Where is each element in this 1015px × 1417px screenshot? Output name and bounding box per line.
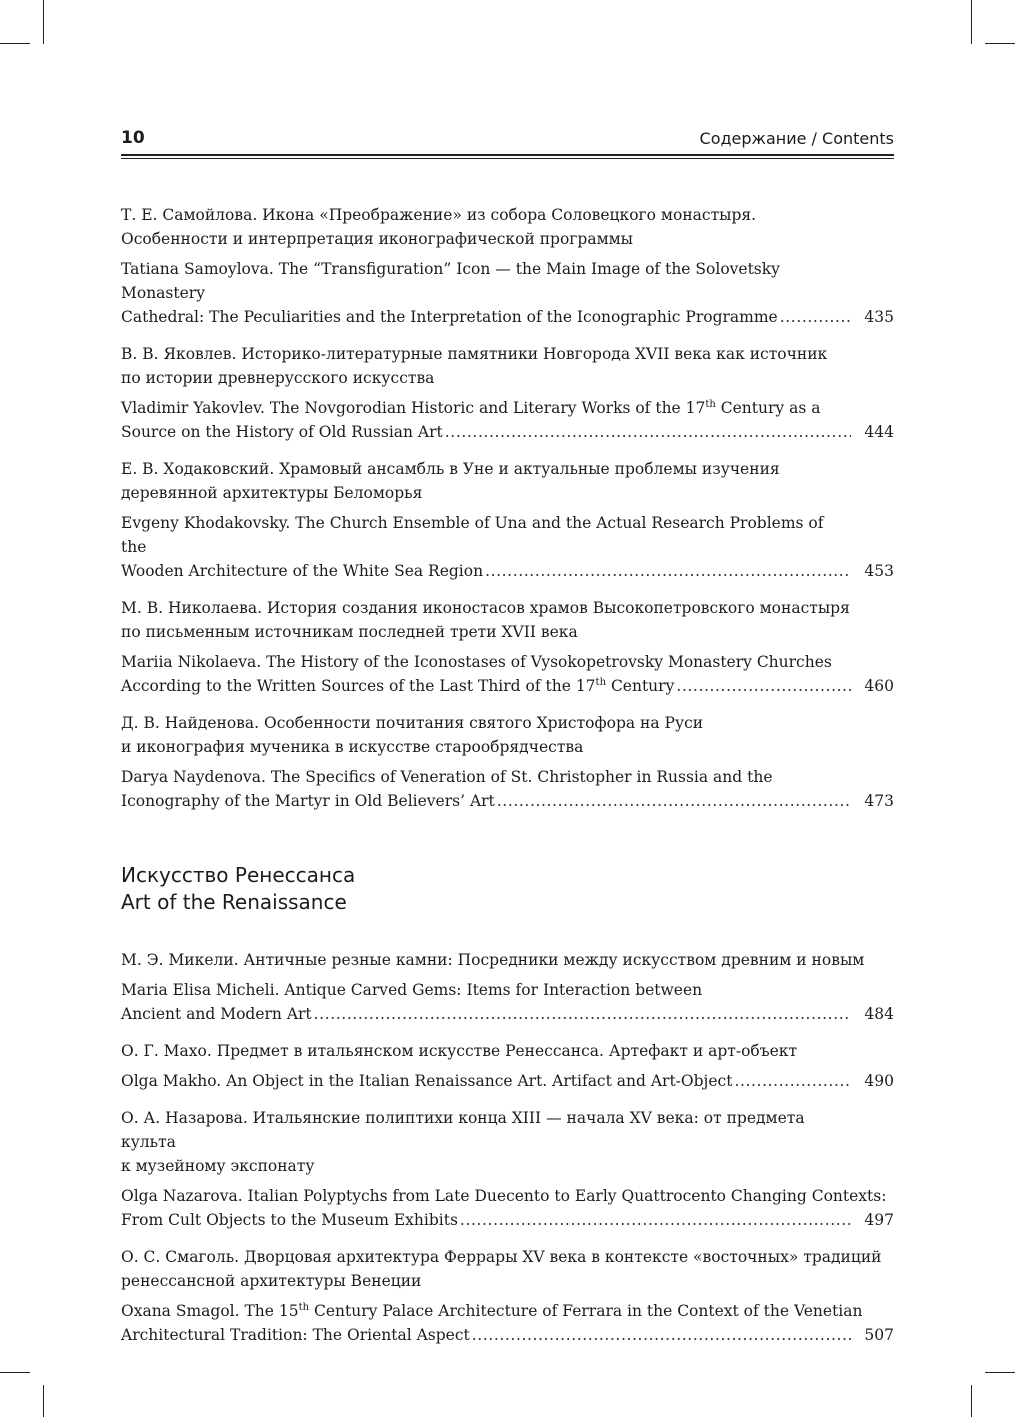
- ru-line: Особенности и интерпретация иконографической программы: [121, 230, 634, 248]
- entry-title-ru: [121, 1039, 861, 1063]
- running-title: Содержание / Contents: [699, 129, 894, 148]
- entry-title-ru: [121, 457, 861, 505]
- crop-mark: [971, 0, 972, 44]
- en-line: Ancient and Modern Art: [121, 1005, 312, 1023]
- entry-title-ru: [121, 1245, 894, 1293]
- ru-line: и иконография мученика в искусстве старообрядчества: [121, 738, 584, 756]
- en-line: Mariia Nikolaeva. The History of the Iconostases of Vysokopetrovsky Monastery Churches: [121, 653, 832, 671]
- toc-entry[interactable]: [121, 1245, 894, 1347]
- leader-dots: [314, 1002, 851, 1026]
- ru-line: О. Г. Махо. Предмет в итальянском искусстве Ренессанса. Артефакт и арт-объект: [121, 1042, 798, 1060]
- toc-entry[interactable]: [121, 342, 894, 444]
- toc-entry[interactable]: [121, 948, 894, 1026]
- header-rule-thin: [121, 158, 894, 159]
- entry-title-en: [121, 396, 894, 444]
- en-line: Tatiana Samoylova. The “Transfiguration” Icon — the Main Image of the Solovetsky Monastery: [121, 260, 780, 302]
- entry-title-ru: [121, 711, 861, 759]
- ru-line: В. В. Яковлев. Историко-литературные памятники Новгорода XVII века как источник: [121, 345, 828, 363]
- entry-title-en: [121, 257, 894, 329]
- en-line: Cathedral: The Peculiarities and the Interpretation of the Iconographic Programme: [121, 308, 778, 326]
- en-line: Wooden Architecture of the White Sea Region: [121, 562, 484, 580]
- ru-line: Д. В. Найденова. Особенности почитания святого Христофора на Руси: [121, 714, 704, 732]
- section-heading: [121, 862, 894, 916]
- crop-mark: [985, 43, 1015, 44]
- page-ref[interactable]: 497: [864, 1211, 894, 1229]
- leader-dots: [485, 559, 851, 583]
- leader-dots: [734, 1069, 851, 1093]
- toc-entry[interactable]: [121, 1039, 894, 1093]
- leader-dots: [472, 1323, 851, 1347]
- entry-title-ru: [121, 342, 861, 390]
- entry-title-en: [121, 650, 894, 698]
- entry-title-en: [121, 978, 894, 1026]
- en-line: According to the Written Sources of the Last Third of the 17th Century: [121, 676, 675, 695]
- page-ref[interactable]: 473: [864, 792, 894, 810]
- leader-dots: [497, 789, 851, 813]
- toc-entry[interactable]: [121, 1106, 894, 1232]
- en-line: Maria Elisa Micheli. Antique Carved Gems: Items for Interaction between: [121, 981, 703, 999]
- toc-entry[interactable]: [121, 596, 894, 698]
- ru-line: Е. В. Ходаковский. Храмовый ансамбль в Уне и актуальные проблемы изучения: [121, 460, 780, 478]
- entry-title-ru: [121, 596, 861, 644]
- ru-line: М. Э. Микели. Античные резные камни: Посредники между искусством древним и новым: [121, 951, 865, 969]
- running-header: [121, 128, 894, 156]
- crop-mark: [43, 1385, 44, 1417]
- toc-entry[interactable]: [121, 203, 894, 329]
- en-line: Vladimir Yakovlev. The Novgorodian Historic and Literary Works of the 17th Century as a: [121, 398, 821, 417]
- leader-dots: [676, 674, 851, 698]
- page-ref[interactable]: 435: [864, 308, 894, 326]
- ru-line: по письменным источникам последней трети XVII века: [121, 623, 578, 641]
- ru-line: О. А. Назарова. Итальянские полиптихи конца XIII — начала XV века: от предмета культа: [121, 1109, 805, 1151]
- page-ref[interactable]: 453: [864, 562, 894, 580]
- en-line: Darya Naydenova. The Specifics of Veneration of St. Christopher in Russia and the: [121, 768, 773, 786]
- en-line: Olga Makho. An Object in the Italian Renaissance Art. Artifact and Art-Object: [121, 1072, 733, 1090]
- ru-line: М. В. Николаева. История создания иконостасов храмов Высокопетровского монастыря: [121, 599, 850, 617]
- en-line: Oxana Smagol. The 15th Century Palace Architecture of Ferrara in the Context of the Venetian: [121, 1301, 863, 1320]
- entry-title-ru: [121, 1106, 861, 1178]
- ru-line: О. С. Смаголь. Дворцовая архитектура Феррары XV века в контексте «восточных» традиций: [121, 1248, 882, 1266]
- page-ref[interactable]: 444: [864, 423, 894, 441]
- entry-title-en: [121, 1184, 894, 1232]
- page-ref[interactable]: 507: [864, 1326, 894, 1344]
- page-ref[interactable]: 460: [864, 677, 894, 695]
- toc-entry[interactable]: [121, 457, 894, 583]
- page-ref[interactable]: 490: [864, 1072, 894, 1090]
- en-line: Evgeny Khodakovsky. The Church Ensemble of Una and the Actual Research Problems of the: [121, 514, 824, 556]
- entry-title-ru: [121, 203, 861, 251]
- ru-line: Т. Е. Самойлова. Икона «Преображение» из собора Соловецкого монастыря.: [121, 206, 757, 224]
- ru-line: ренессансной архитектуры Венеции: [121, 1272, 422, 1290]
- entry-title-en: [121, 1069, 894, 1093]
- leader-dots: [460, 1208, 851, 1232]
- crop-mark: [971, 1385, 972, 1417]
- toc-body: [121, 203, 894, 1360]
- section-title-ru: Искусство Ренессанса: [121, 863, 356, 887]
- page-ref[interactable]: 484: [864, 1005, 894, 1023]
- header-rule: [121, 154, 894, 156]
- leader-dots: [780, 305, 851, 329]
- entry-title-en: [121, 511, 894, 583]
- en-line: Olga Nazarova. Italian Polyptychs from Late Duecento to Early Quattrocento Changing Contexts:: [121, 1187, 887, 1205]
- crop-mark: [0, 43, 30, 44]
- ru-line: по истории древнерусского искусства: [121, 369, 435, 387]
- en-line: Architectural Tradition: The Oriental Aspect: [121, 1326, 470, 1344]
- crop-mark: [43, 0, 44, 44]
- entry-title-en: [121, 765, 894, 813]
- en-line: Source on the History of Old Russian Art: [121, 423, 443, 441]
- entry-title-en: [121, 1299, 894, 1347]
- ru-line: к музейному экспонату: [121, 1157, 315, 1175]
- page-number: 10: [121, 128, 145, 148]
- leader-dots: [445, 420, 851, 444]
- section-title-en: Art of the Renaissance: [121, 890, 347, 914]
- en-line: From Cult Objects to the Museum Exhibits: [121, 1211, 458, 1229]
- crop-mark: [985, 1372, 1015, 1373]
- entry-title-ru: [121, 948, 865, 972]
- ru-line: деревянной архитектуры Беломорья: [121, 484, 423, 502]
- toc-entry[interactable]: [121, 711, 894, 813]
- crop-mark: [0, 1372, 30, 1373]
- en-line: Iconography of the Martyr in Old Believers’ Art: [121, 792, 495, 810]
